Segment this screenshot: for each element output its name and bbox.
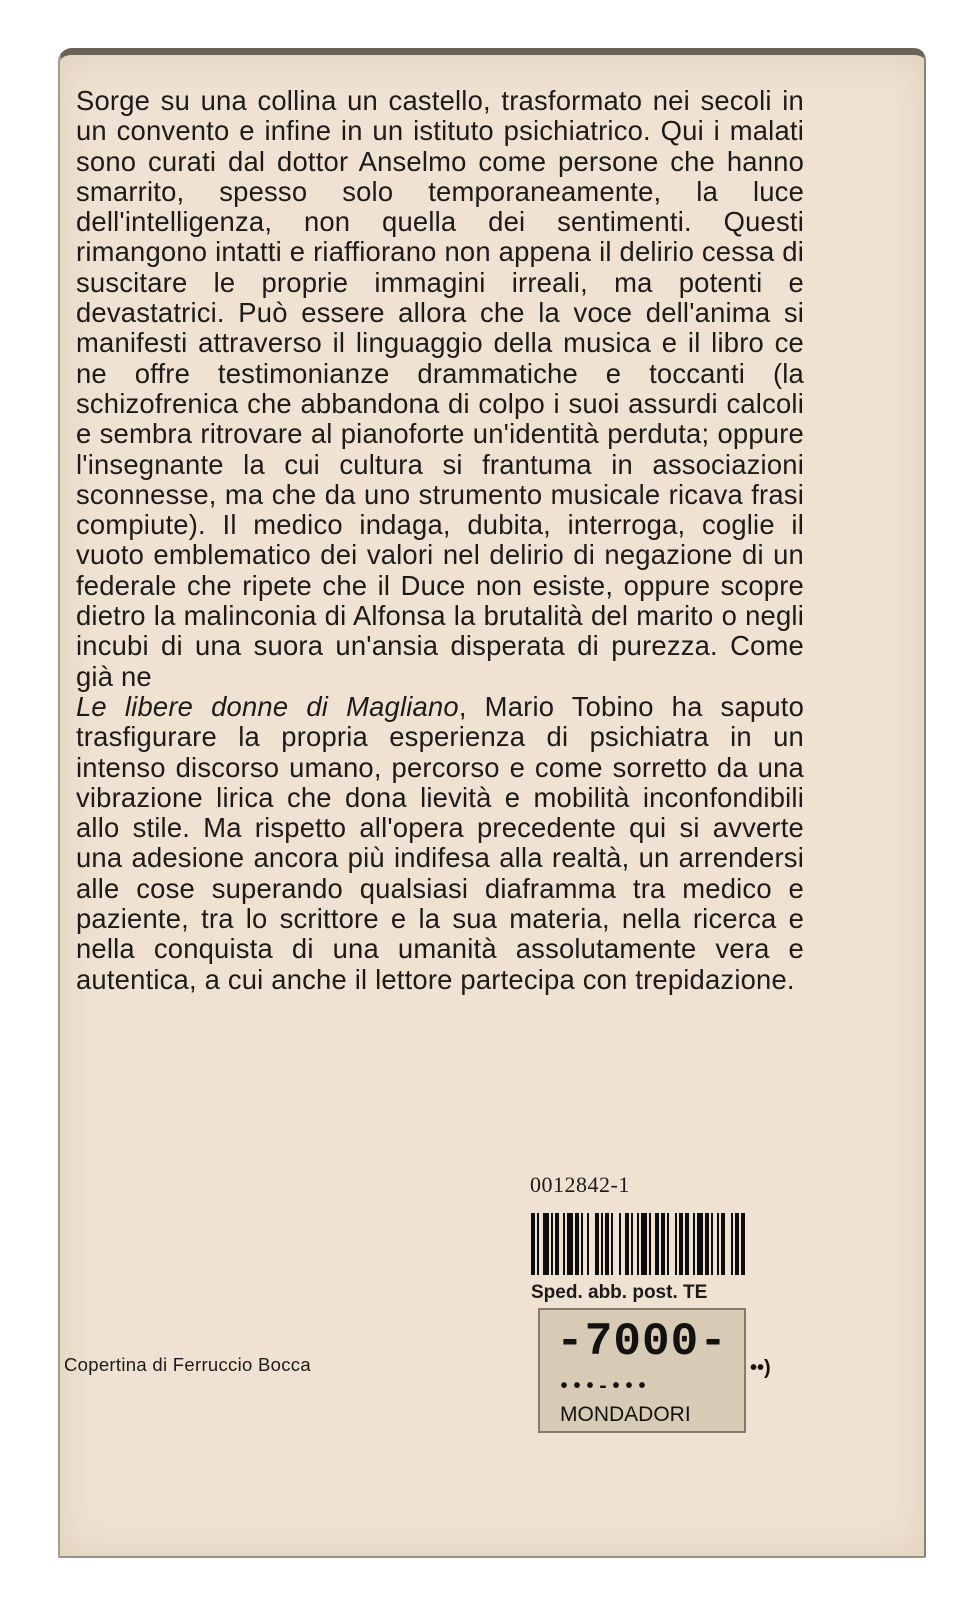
- blurb-paragraph: [76, 86, 804, 995]
- isbn-code-number: 0012842-1: [530, 1172, 630, 1197]
- postal-note: Sped. abb. post. TE: [531, 1282, 708, 1303]
- barcode-gap: [745, 1213, 747, 1275]
- cover-credit: Copertina di Ferruccio Bocca: [64, 1354, 311, 1375]
- barcode: [531, 1213, 779, 1275]
- price-sticker: [538, 1308, 746, 1433]
- blurb-text-after-title: , Mario Tobino ha saputo trasfigurare la propria esperienza di psichiatra in un intenso discorso umano, percorso e come sorretto da una vibrazione lirica che dona lievità e mobilità inconfondibili allo stile. Ma rispetto all'opera precedente qui si avverte una adesione ancora più indifesa alla realtà, un arrendersi alle cose superando qualsiasi diaframma tra medico e paziente, tra lo scrittore e la sua materia, nella ricerca e nella conquista di una umanità assolutamente vera e autentica, a cui anche il lettore partecipa con trepidazione.: [76, 690, 804, 995]
- price-stamp: •••-•••: [558, 1376, 650, 1399]
- price-value: -7000-: [556, 1316, 728, 1368]
- publisher-label: MONDADORI: [560, 1403, 691, 1426]
- blurb-italic-title: Le libere donne di Magliano: [76, 690, 459, 722]
- sticker-trail-marks: ••): [750, 1357, 771, 1379]
- blurb-text-before-title: Sorge su una collina un castello, trasformato nei secoli in un convento e infine in un istituto psichiatrico. Qui i malati sono curati dal dottor Anselmo come persone che hanno smarrito, spesso solo temporaneamente, la luce dell'intelligenza, non quella dei sentimenti. Questi rimangono intatti e riaffiorano non appena il delirio cessa di suscitare le proprie immagini irreali, ma potenti e devastatrici. Può essere allora che la voce dell'anima si manifesti attraverso il linguaggio della musica e il libro ce ne offre testimonianze drammatiche e toccanti (la schizofrenica che abbandona di colpo i suoi assurdi calcoli e sembra ritrovare al pianoforte un'identità perduta; oppure l'insegnante la cui cultura si frantuma in associazioni sconnesse, ma che da uno strumento musicale ricava frasi compiute). Il medico indaga, dubita, interroga, coglie il vuoto emblematico dei valori nel delirio di negazione di un federale che ripete che il Duce non esiste, oppure scopre dietro la malinconia di Alfonsa la brutalità del marito o negli incubi di una suora un'ansia disperata di purezza. Come già ne: [76, 85, 804, 692]
